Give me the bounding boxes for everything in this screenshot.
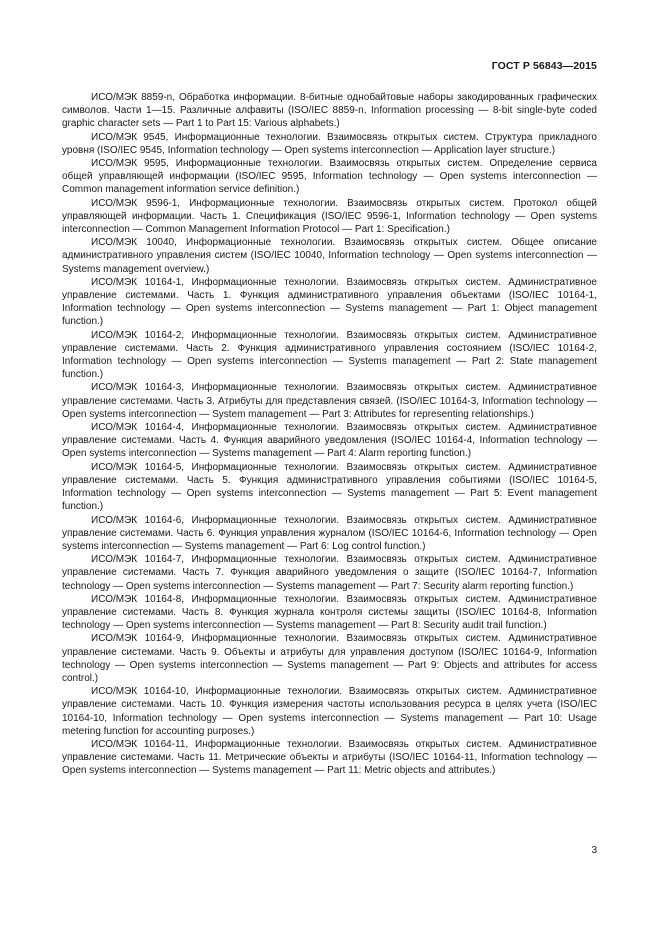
reference-item: ИСО/МЭК 10164-11, Информационные технологии. Взаимосвязь открытых систем. Административное управление системами. Часть 11. Метрические объекты и атрибуты (ISO/IEC 10164-11, Information technology — Open systems interconnection — Systems management — Part 11: Metric objects and attributes.) xyxy=(62,738,597,777)
reference-item: ИСО/МЭК 10164-3, Информационные технологии. Взаимосвязь открытых систем. Административное управление системами. Часть 3. Атрибуты для представления связей. (ISO/IEC 10164-3, Information technology — Open systems interconnection — System management — Part 3: Attributes for representing relationships.) xyxy=(62,382,597,420)
reference-item: ИСО/МЭК 9595, Информационные технологии. Взаимосвязь открытых систем. Определение сервиса общей управляющей информации (ISO/IEC 9595, Information technology — Open systems interconnection — Common management information service definition.) xyxy=(62,158,597,196)
reference-item: ИСО/МЭК 10040, Информационные технологии. Взаимосвязь открытых систем. Общее описание административного управления систем (ISO/IEC 10040, Information technology — Open systems interconnection — Systems management overview.) xyxy=(62,237,597,275)
reference-item: ИСО/МЭК 10164-9, Информационные технологии. Взаимосвязь открытых систем. Административное управление системами. Часть 9. Объекты и атрибуты для управления доступом (ISO/IEC 10164-9, Information technology — Open systems interconnection — Systems management — Part 9: Objects and attributes for access control.) xyxy=(62,633,597,684)
reference-item: ИСО/МЭК 10164-4, Информационные технологии. Взаимосвязь открытых систем. Административное управление системами. Часть 4. Функция аварийного уведомления (ISO/IEC 10164-4, Information technology — Open systems interconnection — Systems management — Part 4: Alarm reporting function.) xyxy=(62,422,597,460)
reference-item: ИСО/МЭК 10164-2, Информационные технологии. Взаимосвязь открытых систем. Административное управление системами. Часть 2. Функция административного управления состоянием (ISO/IEC 10164-2, Information technology — Open systems interconnection — Systems management — Part 2: State management function.) xyxy=(62,329,597,381)
reference-item: ИСО/МЭК 10164-7, Информационные технологии. Взаимосвязь открытых систем. Административное управление системами. Часть 7. Функция аварийного уведомления о защите (ISO/IEC 10164-7, Information technology — Open systems interconnection — Systems management — Part 7: Security alarm reporting function.) xyxy=(62,554,597,592)
page-number: 3 xyxy=(591,845,597,856)
reference-item: ИСО/МЭК 10164-6, Информационные технологии. Взаимосвязь открытых систем. Административное управление системами. Часть 6. Функция управления журналом (ISO/IEC 10164-6, Information technology — Open systems interconnection — Systems management — Part 6: Log control function.) xyxy=(62,514,597,552)
reference-item: ИСО/МЭК 10164-10, Информационные технологии. Взаимосвязь открытых систем. Административное управление системами. Часть 10. Функция измерения частоты использования ресурса в целях учета (ISO/IEC 10164-10, Information technology — Open systems interconnection — Systems management — Part 10: Usage metering function for accounting purposes.) xyxy=(62,686,597,737)
reference-item: ИСО/МЭК 8859-n, Обработка информации. 8-битные однобайтовые наборы закодированных графических символов. Части 1—15. Различные алфавиты (ISO/IEC 8859-n, Information processing — 8-bit single-byte coded graphic character sets — Part 1 to Part 15: Various alphabets.) xyxy=(62,92,597,130)
reference-item: ИСО/МЭК 10164-1, Информационные технологии. Взаимосвязь открытых систем. Административное управление системами. Часть 1. Функция административного управления объектами (ISO/IEC 10164-1, Information technology — Open systems interconnection — Systems management — Part 1: Object management function.) xyxy=(62,276,597,328)
reference-item: ИСО/МЭК 10164-5, Информационные технологии. Взаимосвязь открытых систем. Административное управление системами. Часть 5. Функция административного управления событиями (ISO/IEC 10164-5, Information technology — Open systems interconnection — Systems management — Part 5: Event management function.) xyxy=(62,461,597,513)
reference-item: ИСО/МЭК 9596-1, Информационные технологии. Взаимосвязь открытых систем. Протокол общей управляющей информации. Часть 1. Спецификация (ISO/IEC 9596-1, Information technology — Open systems interconnection — Common Management Information Protocol — Part 1: Specification.) xyxy=(62,197,597,236)
references-list xyxy=(62,91,597,778)
reference-item: ИСО/МЭК 9545, Информационные технологии. Взаимосвязь открытых систем. Структура прикладного уровня (ISO/IEC 9545, Information technology — Open systems interconnection — Application layer structure.) xyxy=(62,131,597,156)
document-number: ГОСТ Р 56843—2015 xyxy=(491,60,597,72)
reference-item: ИСО/МЭК 10164-8, Информационные технологии. Взаимосвязь открытых систем. Административное управление системами. Часть 8. Функция журнала контроля системы защиты (ISO/IEC 10164-8, Information technology — Open systems interconnection — Systems management — Part 8: Security audit trail function.) xyxy=(62,593,597,632)
